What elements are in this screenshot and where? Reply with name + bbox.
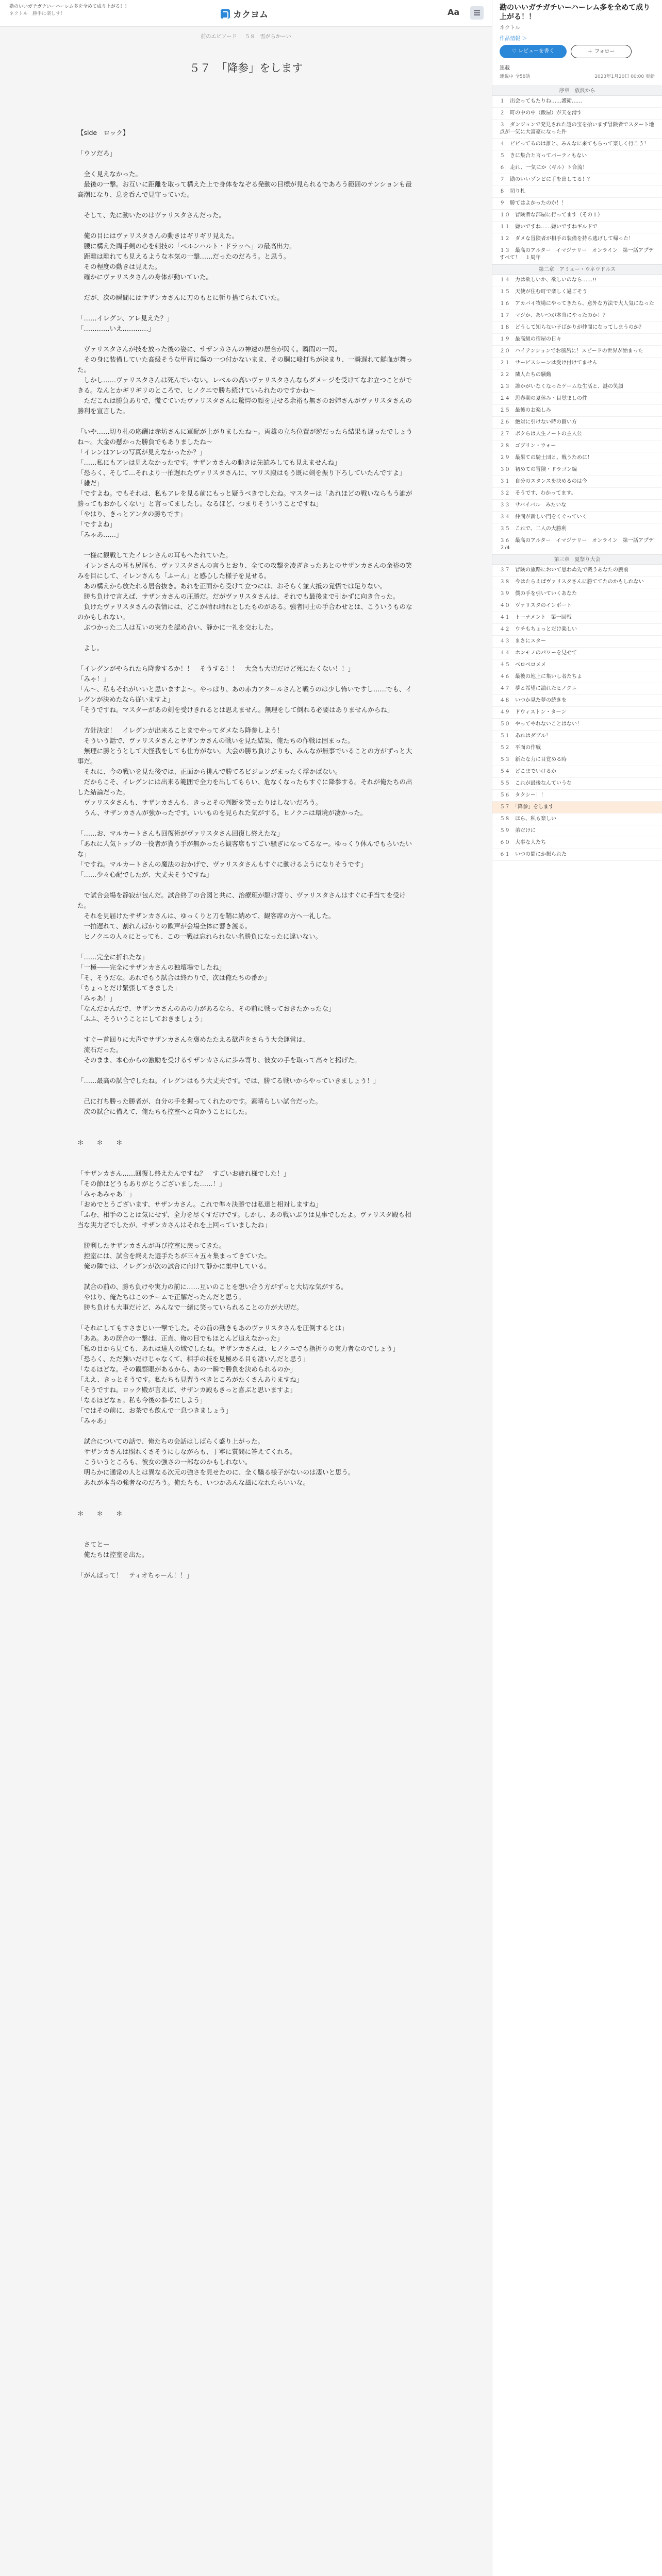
body-paragraph bbox=[77, 1488, 418, 1498]
body-paragraph bbox=[77, 1498, 418, 1509]
body-paragraph: 「がんばって！ ティオちゃーん！！」 bbox=[77, 1571, 193, 1579]
body-paragraph bbox=[77, 653, 418, 664]
body-paragraph: ヴァリスタさんが技を放った後の姿に、サザンカさんの神速の居合が閃く。瞬間の一閃。 bbox=[77, 345, 341, 353]
body-paragraph: 「ちょっとだけ緊張してきました」 bbox=[77, 984, 181, 992]
toc-episode[interactable]: ４９ ドウィストン・ターン bbox=[492, 707, 662, 719]
body-paragraph bbox=[77, 1426, 418, 1436]
body-paragraph bbox=[77, 1065, 418, 1076]
body-paragraph: サザンカさんは照れくさそうにしながらも、丁寧に質問に答えてくれる。 bbox=[77, 1448, 296, 1455]
body-paragraph: そのまま、本心からの激励を受けるサザンカさんに歩み寄り、彼女の手を取って高々と掲げた。 bbox=[77, 1056, 361, 1064]
toc-episode[interactable]: ２１ サービスシーンは受け付けてません bbox=[492, 358, 662, 369]
body-paragraph: 「いや……切り札の応酬は赤坊さんに軍配が上がりましたね～。両雄の立ち位置が逆だったら結果も違ったでしょうね～。大金の懸かった勝負でもありましたね～ bbox=[77, 428, 413, 446]
body-paragraph: 「ええ、きっとそうです。私たちも見習うべきところがたくさんありますね」 bbox=[77, 1376, 303, 1383]
chapter-body bbox=[77, 128, 418, 1581]
sidebar-status: 連載 bbox=[500, 65, 510, 71]
toc-episode[interactable]: １ 出会ってもたりね……護衛…… bbox=[492, 96, 662, 108]
toc-episode[interactable]: ９ 勝てはよかったのか！！ bbox=[492, 198, 662, 210]
toc-episode[interactable]: ３５ これで、二人の大勝利 bbox=[492, 523, 662, 535]
header bbox=[0, 0, 492, 27]
body-paragraph: 「そ、そうだな。あれでもう試合は終わりで、次は俺たちの番か」 bbox=[77, 974, 271, 981]
body-paragraph: イレンさんの耳も尻尾も、ヴァリスタさんの言うとおり、全ての攻撃を凌ぎきったあとのサザンカさんの余裕の笑みを目にして、イレンさんも「ふーん」と感心した様子を見せる。 bbox=[77, 562, 412, 580]
body-paragraph: 全く見えなかった。 bbox=[77, 170, 142, 178]
body-paragraph: ＊ ＊ ＊ bbox=[77, 1510, 123, 1517]
toc-episode[interactable]: ６ 走れ、一気にか（ギル）ト合流！ bbox=[492, 162, 662, 174]
table-of-contents bbox=[492, 86, 662, 861]
toc-episode[interactable]: ４６ 最後の地上に集いし者たちよ bbox=[492, 671, 662, 683]
body-paragraph bbox=[77, 1148, 418, 1158]
toc-episode[interactable]: ４３ まさにスター bbox=[492, 636, 662, 648]
body-paragraph bbox=[77, 633, 418, 643]
body-paragraph: 「それにしてもすさまじい一撃でした。その前の動きもあのヴァリスタさんを圧倒するとは」 bbox=[77, 1324, 348, 1332]
toc-episode[interactable]: ２ 町の中の中（飯屋）が天を滑す bbox=[492, 108, 662, 120]
toc-episode[interactable]: １１ 嫌いですね……嫌いですねギルドで bbox=[492, 222, 662, 233]
work-info-link[interactable]: 作品情報 ＞ bbox=[500, 36, 527, 42]
sidebar-author[interactable]: ネクトル bbox=[500, 25, 520, 31]
body-paragraph bbox=[77, 416, 418, 427]
toc-episode[interactable]: ３７ 冒険の旅路において思わぬ先で戦うあなたの腕前 bbox=[492, 565, 662, 577]
updated-date: 2023年1月20日 00:00 更新 bbox=[594, 74, 655, 79]
body-paragraph: 負けたヴァリスタさんの表情には、どこか晴れ晴れとしたものがある。強者同士の手合わせとは、こういうものなのかもしれない。 bbox=[77, 603, 412, 621]
body-paragraph: 「……私にもアレは見えなかったです。サザンカさんの動きは先読みしても見えませんね」 bbox=[77, 459, 341, 466]
toc-section-header[interactable]: 序章 放浪から bbox=[492, 86, 662, 96]
body-paragraph: 「ウソだろ」 bbox=[77, 149, 117, 157]
toc-episode[interactable]: １５ 天使が住む町で楽しく過ごそう bbox=[492, 286, 662, 298]
font-size-button[interactable]: Aa bbox=[448, 7, 460, 17]
toc-episode[interactable]: ３１ 自分のスタンスを決めるのは今 bbox=[492, 476, 662, 488]
toc-episode[interactable]: １２ ダメな冒険者が相手の装備を持ち逃げして帰った！ bbox=[492, 233, 662, 245]
body-paragraph: その身に装備していた高級そうな甲冑に傷の一つ付かないまま、その胴に峰打ちが決まり、一瞬遅れて鮮血が舞った。 bbox=[77, 355, 413, 374]
body-paragraph: 「……イレグン、アレ見えた？」 bbox=[77, 314, 173, 322]
body-paragraph: 「……お、マルカートさんも回復術がヴァリスタさん回復し終えたな」 bbox=[77, 829, 284, 837]
body-paragraph: 「あれに人気トップの一役者が貰う手が無かったら観客席もすごい騒ぎになってるなー。ゆっくり休んでもらいたいな」 bbox=[77, 840, 412, 858]
body-paragraph: 「ですよね。でもそれは、私もアレを見る前にもっと疑うべきでしたね。マスターは「あれほどの戦いならもう誰が勝ってもおかしくない」と言ってましたし。なるほど、つまりそういうことですね」 bbox=[77, 489, 412, 507]
body-paragraph: 一拍遅れて、割れんばかりの歓声が会場全体に響き渡る。 bbox=[77, 922, 252, 930]
toc-episode[interactable]: ２９ 最果ての騎士団と、戦うために！ bbox=[492, 452, 662, 464]
body-paragraph: 「サザンカさん……回復し終えたんですね？ すごいお疲れ様でした！」 bbox=[77, 1170, 290, 1177]
body-paragraph: ヒノクニの人々にとっても、この一戦は忘れられない名勝負になったに違いない。 bbox=[77, 933, 322, 940]
toc-episode[interactable]: ４７ 夢と希望に溢れたヒノクニ bbox=[492, 683, 662, 695]
body-paragraph: ＊ ＊ ＊ bbox=[77, 1139, 123, 1146]
toc-episode[interactable]: ２７ ボクらは人生ノートの主人公 bbox=[492, 429, 662, 440]
toc-episode[interactable]: ４４ ホンモノのパワーを見せて bbox=[492, 648, 662, 659]
body-paragraph bbox=[77, 334, 418, 344]
body-paragraph: 「……少々心配でしたが、大丈夫そうですね」 bbox=[77, 871, 213, 878]
toc-episode[interactable]: ２３ 誰かがいなくなったゲームな生活と、謎の笑顔 bbox=[492, 381, 662, 393]
body-paragraph: 「ふふ、そういうことにしておきましょう」 bbox=[77, 1015, 207, 1023]
header-author: ネクトル 勝手に楽しす！ bbox=[9, 11, 65, 16]
toc-episode[interactable]: ７ 勘のいいゾンビに手を出してる！？ bbox=[492, 174, 662, 186]
toc-episode[interactable]: ５２ 平面の作戦 bbox=[492, 742, 662, 754]
toc-episode[interactable]: ５４ どこまでいけるか bbox=[492, 766, 662, 778]
body-paragraph bbox=[77, 880, 418, 890]
toc-episode[interactable]: ３ ダンジョンで発見された謎の宝を拾いまず冒険者でスタート地点が一気に大富豪になった件 bbox=[492, 120, 662, 139]
toc-episode[interactable]: １８ どうして知らない子ばかりが仲間になってしまうのか？ bbox=[492, 322, 662, 334]
toc-episode[interactable]: ４０ ヴァリスタのインポート bbox=[492, 600, 662, 612]
body-paragraph: 「みゃあみゃあ！」 bbox=[77, 1190, 136, 1198]
episode-nav-current[interactable]: ５８ 雪がらかーい bbox=[244, 34, 291, 40]
body-paragraph bbox=[77, 1313, 418, 1323]
body-paragraph: 「みゃあ……」 bbox=[77, 531, 123, 538]
body-paragraph bbox=[77, 540, 418, 550]
toc-episode[interactable]: ５６ タクシー！！ bbox=[492, 790, 662, 802]
toc-episode[interactable]: ４２ ウチもちょっとだけ楽しい bbox=[492, 624, 662, 636]
body-paragraph bbox=[77, 303, 418, 313]
body-paragraph: 「ではその前に、お茶でも飲んで一息つきましょう」 bbox=[77, 1406, 233, 1414]
body-paragraph: 無理に勝とうとして大怪我をしても仕方がない。大会の勝ち負けよりも、みんなが無事でいることの方がずっと大事だ。 bbox=[77, 747, 412, 765]
body-paragraph: 「ですね。マルカートさんの魔法のおかげで、ヴァリスタさんもすぐに動けるようになりそうです」 bbox=[77, 860, 367, 868]
body-paragraph: 「ああ。あの居合の一撃は、正直、俺の目でもほとんど追えなかった」 bbox=[77, 1334, 284, 1342]
body-paragraph: 「ん〜、私もそれがいいと思いますよ～。やっぱり、あの赤力アタールさんと戦うのは少し怖いですし……でも、イレグンが決めたなら従いますよ」 bbox=[77, 685, 412, 703]
body-paragraph: 勝利したサザンカさんが再び控室に戻ってきた。 bbox=[77, 1242, 226, 1249]
body-paragraph: 最後の一撃。お互いに距離を取って構えた上で身体をなぞる発動の目標が見られるであろう範囲のテンションも最高潮になり、息を呑んで見守っていた。 bbox=[77, 180, 412, 198]
header-work-info[interactable] bbox=[9, 3, 179, 18]
body-paragraph: それを見届けたサザンカさんは、ゆっくりと刀を鞘に納めて、観客席の方へ一礼した。 bbox=[77, 912, 335, 920]
body-paragraph: すぐー首回りに大声でサザンカさんを褒めたたえる歓声をさらう大会運営は、 bbox=[77, 1036, 309, 1043]
body-paragraph bbox=[77, 1519, 418, 1529]
body-paragraph: 明らかに通常の人とは異なる次元の強さを見せたのに、全く驕る様子がないのは凄いと思う。 bbox=[77, 1468, 355, 1476]
toc-episode[interactable]: ３９ 僕の手を引いていくあなた bbox=[492, 588, 662, 600]
body-paragraph bbox=[77, 1560, 418, 1570]
body-paragraph: 確かにヴァリスタさんの身体が動いていた。 bbox=[77, 273, 213, 281]
body-paragraph: 次の試合に備えて、俺たちも控室へと向かうことにした。 bbox=[77, 1108, 252, 1115]
toc-episode[interactable]: ３０ 初めての冒険・ドラゴン編 bbox=[492, 464, 662, 476]
header-work-title[interactable]: 勘のいいガチガチいーハーレム多を全めて成り上がる！！ bbox=[9, 4, 129, 9]
body-paragraph bbox=[77, 1230, 418, 1241]
toc-episode[interactable]: ３４ 仲間が新しい門をくぐっていく bbox=[492, 512, 662, 523]
body-paragraph: 俺の目にはヴァリスタさんの動きはギリギリ見えた。 bbox=[77, 232, 239, 240]
menu-button[interactable] bbox=[470, 6, 484, 20]
toc-episode[interactable]: ３３ サバイバル みたいな bbox=[492, 500, 662, 512]
sidebar-work-title[interactable]: 勘のいいガチガチいーハーレム多を全めて成り上がる！！ bbox=[500, 4, 651, 21]
body-paragraph: あれが本当の強者なのだろう。俺たちも、いつかあんな風になれたらいいな。 bbox=[77, 1479, 310, 1486]
body-paragraph: そういう話で、ヴァリスタさんとサザンカさんの戦いを見た結果、俺たちの作戦は固まった。 bbox=[77, 737, 354, 744]
body-paragraph: 「なるほどなぁ。私も今後の参考にしよう」 bbox=[77, 1396, 207, 1404]
kakuyomu-logo-icon bbox=[221, 9, 230, 19]
body-paragraph: こういうところも、彼女の強さの一部なのかもしれない。 bbox=[77, 1458, 252, 1466]
body-paragraph bbox=[77, 818, 418, 828]
body-paragraph: 「イレグンがやられたら降参するか！！ そうする！！ 大会も大切だけど死にたくない！！」 bbox=[77, 665, 355, 672]
episode-nav bbox=[0, 32, 492, 40]
toc-episode[interactable]: ５５ これが最後なんていうな bbox=[492, 778, 662, 790]
body-paragraph: 「恐らく、そして…それより一拍遅れたヴァリスタさんに、マリス殿はもう既に剣を振り下ろしていたんですよ」 bbox=[77, 469, 406, 477]
body-paragraph: さてとー bbox=[77, 1540, 110, 1548]
toc-episode[interactable]: ４１ トーナメント 第一回戦 bbox=[492, 612, 662, 624]
toc-episode[interactable]: １６ アカバイ牧場にやってきたら、意外な方法で大人気になった bbox=[492, 298, 662, 310]
follow-button[interactable]: ＋ フォロー bbox=[571, 45, 632, 58]
body-paragraph: よし。 bbox=[77, 644, 104, 652]
sidebar-actions bbox=[500, 45, 655, 58]
sidebar-meta bbox=[500, 73, 655, 79]
body-paragraph: 「その節はどうもありがとうございました……！」 bbox=[77, 1180, 226, 1188]
toc-episode[interactable]: ２４ 思春期の夏休み・目覚ましの件 bbox=[492, 393, 662, 405]
review-button[interactable]: ♡ レビューを書く bbox=[500, 45, 567, 58]
body-paragraph: ぶつかった二人は互いの実力を認め合い、静かに一礼を交わした。 bbox=[77, 623, 277, 631]
toc-episode[interactable]: ４８ いつか見た夢の続きを bbox=[492, 695, 662, 707]
body-paragraph: 腰に構えた両手剣の心を刺技の「ベルンハルト・ドラッヘ」の最高出力。 bbox=[77, 242, 296, 250]
toc-episode[interactable]: ３２ そうです、わかってます。 bbox=[492, 488, 662, 500]
toc-episode[interactable]: ４５ ベロベロメメ bbox=[492, 659, 662, 671]
toc-episode[interactable]: １０ 冒険者な部屋に行ってます（その１） bbox=[492, 210, 662, 222]
body-paragraph: 「みゃあ」 bbox=[77, 1417, 110, 1425]
toc-episode-current[interactable]: ５７ 「降参」をします bbox=[492, 802, 662, 814]
body-paragraph: 勝ち負けも大事だけど、みんなで一緒に笑っていられることの方が大切だ。 bbox=[77, 1303, 303, 1311]
episode-count: 連載中 全58話 bbox=[500, 74, 531, 79]
body-paragraph: 「私の目から見ても、あれは達人の域でしたね。サザンカさんは、ヒノクニでも指折りの実力者なのでしょう」 bbox=[77, 1345, 400, 1352]
body-paragraph: 控室には、試合を終えた選手たちが三々五々集まってきていた。 bbox=[77, 1252, 271, 1260]
body-paragraph: 試合についての話で、俺たちの会話はしばらく盛り上がった。 bbox=[77, 1437, 264, 1445]
prev-episode-link[interactable]: 前のエピソード bbox=[201, 34, 237, 40]
toc-episode[interactable]: ５０ やってやれないことはない！ bbox=[492, 719, 662, 731]
toc-episode[interactable]: ２０ ハイテンションでお風呂に！スピードの世界が始まった bbox=[492, 346, 662, 358]
body-paragraph bbox=[77, 159, 418, 169]
toc-episode[interactable]: ８ 切り札 bbox=[492, 186, 662, 198]
toc-section-header[interactable]: 第二章 アミュー・ウネウドルス bbox=[492, 264, 662, 275]
body-paragraph bbox=[77, 1117, 418, 1127]
toc-episode[interactable]: １７ マジか、あいつが本当にやったのか！？ bbox=[492, 310, 662, 322]
toc-episode[interactable]: ５８ ほら、私も楽しい bbox=[492, 814, 662, 825]
body-paragraph: 試合の前の、勝ち負けや実力の前に……互いのことを想い合う方がずっと大切な気がする。 bbox=[77, 1283, 347, 1291]
body-paragraph: その程度の動きは見えた。 bbox=[77, 263, 161, 270]
body-paragraph: 「みゃ！」 bbox=[77, 675, 110, 683]
body-paragraph: 「イレンはアレの写真が見えなかったか？」 bbox=[77, 448, 206, 456]
body-paragraph: 「なるほどな。その観察眼があるから、あの一瞬で勝負を決められるのか」 bbox=[77, 1365, 297, 1373]
toc-episode[interactable]: ４ ビビってるのは誰と、みんなに来てもらって楽しく行こう！ bbox=[492, 139, 662, 150]
toc-section-header[interactable]: 第三章 夏祭り大会 bbox=[492, 554, 662, 565]
sidebar bbox=[492, 0, 662, 2576]
body-paragraph bbox=[77, 221, 418, 231]
body-paragraph: 「やはり、きっとアンタの勝ちです」 bbox=[77, 510, 187, 518]
body-paragraph bbox=[77, 1272, 418, 1282]
body-paragraph bbox=[77, 1158, 418, 1168]
body-paragraph: 「おめでとうございます、サザンカさん。これで準々決勝では私達と相対しますね」 bbox=[77, 1200, 322, 1208]
body-paragraph bbox=[77, 282, 418, 293]
hamburger-icon bbox=[474, 10, 480, 11]
body-paragraph: ヴァリスタさんも、サザンカさんも、きっとその判断を笑ったりはしないだろう。 bbox=[77, 799, 322, 806]
site-name: カクヨム bbox=[233, 10, 268, 20]
toc-episode[interactable]: １９ 最高級の宿屋の日々 bbox=[492, 334, 662, 346]
body-paragraph: 「ふむ、相手のことは気にせず、全力を尽くすだけです。しかし、あの戦いぶりは見事でしたよ。ヴァリスタ殿も相当な実力者でしたが、サザンカさんはそれを上回っていましたね」 bbox=[77, 1211, 411, 1229]
body-paragraph bbox=[77, 138, 418, 148]
body-paragraph: 「一極――完全にサザンカさんの独壇場でしたね」 bbox=[77, 963, 226, 971]
body-paragraph: 「雑だ」 bbox=[77, 479, 104, 487]
body-paragraph: 俺の隣では、イレグンが次の試合に向けて静かに集中している。 bbox=[77, 1262, 271, 1270]
toc-episode[interactable]: ２８ ゴブリン・ウォー bbox=[492, 440, 662, 452]
body-paragraph: 「恐らく、ただ強いだけじゃなくて、相手の技を見極める目も凄いんだと思う」 bbox=[77, 1355, 309, 1363]
toc-episode[interactable]: ５ きに集合と言ってパーティもない bbox=[492, 150, 662, 162]
body-paragraph: 「…………いえ…………」 bbox=[77, 325, 155, 332]
body-paragraph bbox=[77, 942, 418, 952]
body-paragraph bbox=[77, 1529, 418, 1539]
body-paragraph: だが、次の瞬間にはサザンカさんに刀のもとに斬り捨てられていた。 bbox=[77, 294, 284, 301]
toc-episode[interactable]: ３６ 最高のアルター イマジナリー オンライン 第一話アプデ ２/4 bbox=[492, 535, 662, 554]
toc-episode[interactable]: ５３ 新たな力に目覚める時 bbox=[492, 754, 662, 766]
body-paragraph bbox=[77, 1024, 418, 1035]
toc-episode[interactable]: １３ 最高のアルター イマジナリー オンライン 第一話アプデ すべて！ １周年 bbox=[492, 245, 662, 264]
body-paragraph: 方針決定！ イレグンが出来ることまでやってダメなら降参しよう！ bbox=[77, 726, 284, 734]
body-paragraph: 「……完全に折れたな」 bbox=[77, 953, 148, 961]
body-paragraph bbox=[77, 1127, 418, 1138]
body-paragraph: 「ですよね」 bbox=[77, 520, 117, 528]
toc-episode[interactable]: ５１ あれはダブル！ bbox=[492, 731, 662, 742]
body-paragraph: ただこれは勝負ありで、慌てていたヴァリスタさんに驚愕の顔を見せる余裕も無さのお姉さんがヴァリスタさんの勝利を宣言した。 bbox=[77, 397, 412, 415]
body-paragraph: 「……最高の試合でしたね。イレグンはもう大丈夫です。では、勝てる戦いからやっていきましょう！」 bbox=[77, 1077, 380, 1084]
body-paragraph bbox=[77, 200, 418, 210]
body-paragraph: 「そうですね。ロック殿が言えば、サザンカ殿もきっと喜ぶと思いますよ」 bbox=[77, 1386, 296, 1394]
toc-episode[interactable]: １４ 力は欲しいか、欲しいのなら……!! bbox=[492, 275, 662, 286]
toc-episode[interactable]: ５９ 弟だけに bbox=[492, 825, 662, 837]
body-paragraph: 【side ロック】 bbox=[77, 129, 129, 137]
body-paragraph: 己に打ち勝った勝者が、自分の手を握ってくれたのです。素晴らしい試合だった。 bbox=[77, 1097, 322, 1105]
body-paragraph: そして、先に動いたのはヴァリスタさんだった。 bbox=[77, 211, 225, 219]
body-paragraph: で試合会場を静寂が包んだ。試合終了の合図と共に、治療班が駆け寄り、ヴァリスタさんはすぐに手当てを受けた。 bbox=[77, 891, 406, 909]
body-paragraph: あの構えから放たれる居合抜き。あれを正面から受けて立つには、おそらく並大抵の覚悟では足りない。 bbox=[77, 582, 387, 590]
body-paragraph: だからこそ、イレグンには出来る範囲で全力を出してもらい、危なくなったらすぐに降参する。それが俺たちの出した結論だった。 bbox=[77, 778, 412, 796]
body-paragraph bbox=[77, 715, 418, 725]
toc-episode[interactable]: ２５ 最後のお楽しみ bbox=[492, 405, 662, 417]
body-paragraph: 勝ち負けで言えば、サザンカさんの圧勝だ。だがヴァリスタさんは、それでも最後まで引かずに向き合った。 bbox=[77, 592, 400, 600]
chapter-title: ５７ 「降参」をします bbox=[189, 62, 303, 74]
body-paragraph: やはり、俺たちはこのチームで正解だったんだと思う。 bbox=[77, 1293, 245, 1301]
body-paragraph: うん、サザンカさんが強かったです。いいものを見られた気がする。ヒノクニは環境が凄かった。 bbox=[77, 809, 367, 817]
body-paragraph: 距離は離れても見えるような本気の一撃……だったのだろう。と思う。 bbox=[77, 252, 290, 260]
toc-episode[interactable]: ６１ いつの間にか振られた bbox=[492, 849, 662, 861]
toc-episode[interactable]: ３８ 今はたらえばヴァリスタさんに勝ててたのかもしれない bbox=[492, 577, 662, 588]
body-paragraph bbox=[77, 1086, 418, 1096]
body-paragraph: 一様に観戦してたイレンさんの耳もへたれていた。 bbox=[77, 551, 232, 559]
body-paragraph: 俺たちは控室を出た。 bbox=[77, 1551, 148, 1558]
body-paragraph: 流石だった。 bbox=[77, 1046, 123, 1054]
site-logo[interactable] bbox=[221, 7, 268, 20]
body-paragraph: 「そうですね。マスターがあの剣を受けきれるとは思えません。無理をして倒れる必要はありませんからね」 bbox=[77, 706, 394, 714]
toc-episode[interactable]: ２６ 絶対に引けない時の闘い方 bbox=[492, 417, 662, 429]
toc-episode[interactable]: ６０ 大事な人たち bbox=[492, 837, 662, 849]
body-paragraph: 「みゃあ！」 bbox=[77, 994, 117, 1002]
body-paragraph: 「なんだかんだで、サザンカさんのあの力があるなら、その前に戦っておきたかったな」 bbox=[77, 1005, 335, 1012]
toc-episode[interactable]: ２２ 隣人たちの騒動 bbox=[492, 369, 662, 381]
body-paragraph: しかし……ヴァリスタさんは死んでいない。レベルの高いヴァリスタさんならダメージを受けてなお立つことができる。なんとかギリギリのところで、ヒノクニで勝ち続けていられたのですかね～ bbox=[77, 376, 412, 394]
body-paragraph: それに、今の戦いを見た後では、正面から挑んで勝てるビジョンがまったく浮かばない。 bbox=[77, 768, 342, 775]
